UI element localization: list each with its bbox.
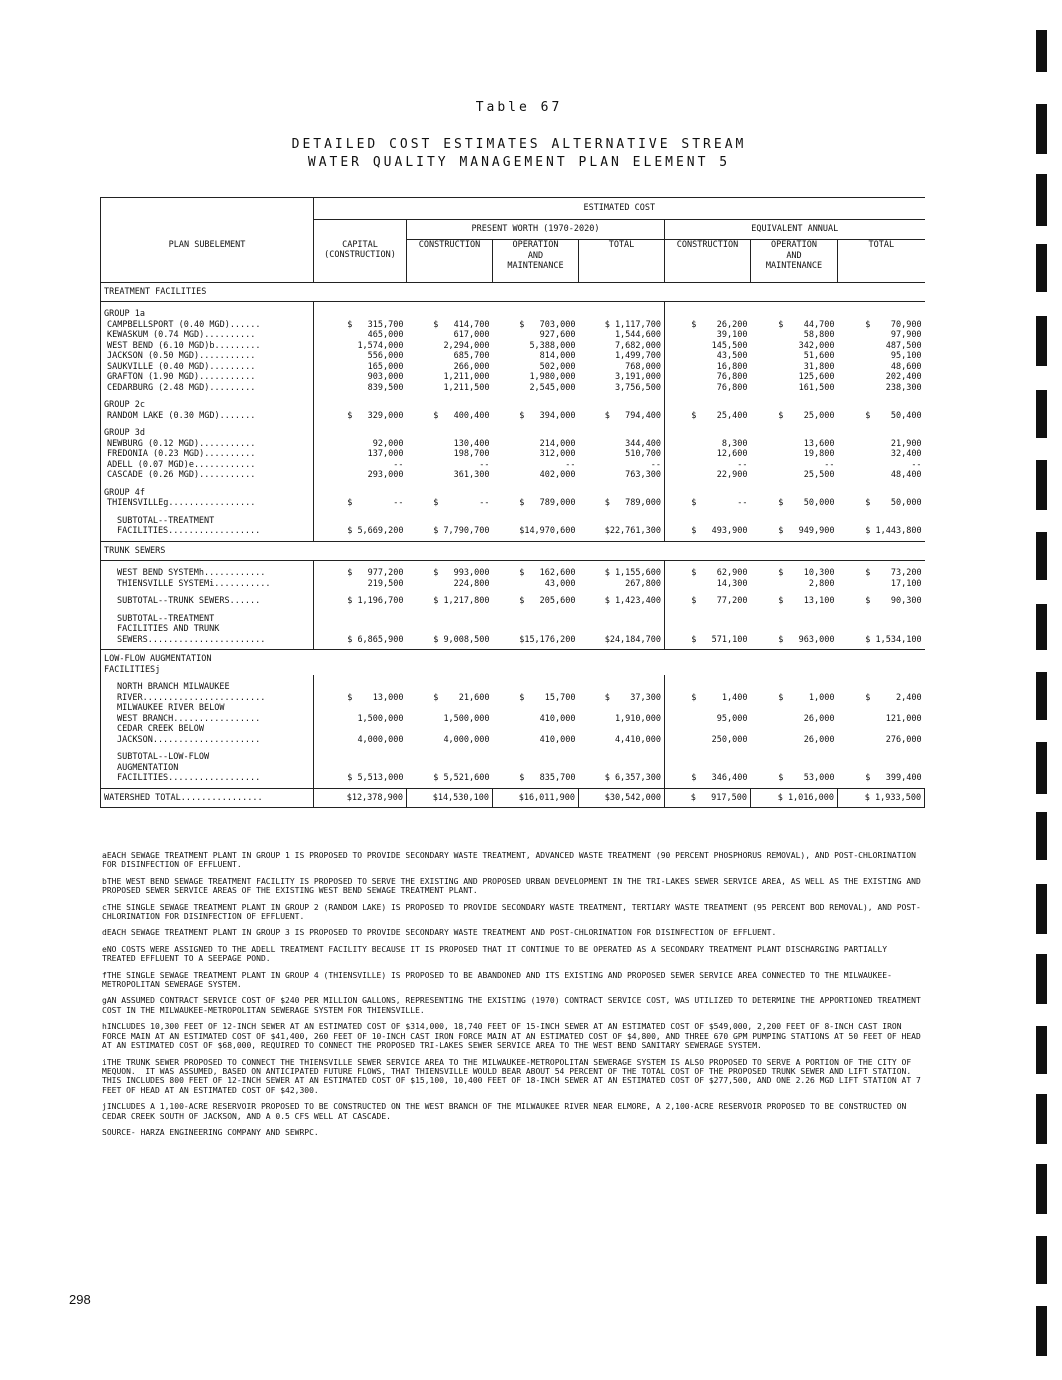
cell-pw-construction: 130,400 bbox=[453, 438, 490, 449]
cell-ea-om: 13,600 bbox=[803, 438, 835, 449]
group-row bbox=[101, 488, 925, 499]
cell-pw-om: 814,000 bbox=[539, 351, 576, 361]
scan-edge-mark bbox=[1036, 954, 1047, 1004]
scan-edge-mark bbox=[1036, 532, 1047, 580]
subtotal-label: FACILITIES.................. bbox=[101, 526, 314, 541]
section-label: FACILITIESj bbox=[101, 665, 314, 676]
cell-capital: 465,000 bbox=[314, 330, 407, 341]
cell-ea-construction: $ 1,400 bbox=[665, 693, 751, 704]
cell-ea-om: $ 10,300 bbox=[778, 568, 835, 578]
subtotal-label: SUBTOTAL--TREATMENT bbox=[101, 516, 314, 527]
section-label: TRUNK SEWERS bbox=[101, 541, 314, 561]
table-row bbox=[101, 470, 925, 481]
footnote-b: bTHE WEST BEND SEWAGE TREATMENT FACILITY IS PROPOSED TO SERVE THE EXISTING AND PROPOSED URBAN DEVELOPMENT IN THE TRI-LAKES SEWER SERVICE AREA, AS WELL AS THE EXISTING AND PROPOSED SEWER SERVICE AREAS OF THE EXISTING WEST BEND SEWAGE TREATMENT PLANT. bbox=[102, 876, 926, 896]
cell-ea-construction: $ 25,400 bbox=[665, 411, 751, 422]
cell-pw-om: 402,000 bbox=[539, 470, 576, 480]
cell-pw-construction: 685,700 bbox=[453, 351, 490, 361]
cell-ea-construction: 145,500 bbox=[665, 341, 751, 352]
cell-pw-om: 410,000 bbox=[539, 713, 576, 724]
table-row bbox=[101, 351, 925, 362]
cell-pw-total: 1,544,600 bbox=[614, 330, 661, 340]
cell-pw-construction: 2,294,000 bbox=[443, 340, 490, 351]
cell-capital: 4,000,000 bbox=[314, 735, 407, 746]
cell-capital: 839,500 bbox=[314, 383, 407, 394]
cell-pw-construction: 1,211,000 bbox=[443, 372, 490, 382]
cell-ea-construction: 16,800 bbox=[665, 362, 751, 373]
scan-edge-mark bbox=[1036, 104, 1047, 154]
cell-ea-om: $ 1,016,000 bbox=[751, 788, 838, 808]
cell-ea-total: 32,400 bbox=[890, 449, 922, 459]
scan-edge-mark bbox=[1036, 390, 1047, 438]
scan-edge-mark bbox=[1036, 30, 1047, 72]
cell-ea-om: $ 25,000 bbox=[778, 410, 835, 421]
cell-capital: $ 5,669,200 bbox=[314, 526, 407, 541]
cell-ea-total: $ 90,300 bbox=[865, 596, 922, 606]
cell-ea-total: $ 1,933,500 bbox=[838, 788, 925, 808]
cell-pw-total: $ 1,423,400 bbox=[604, 596, 661, 606]
row-label: FREDONIA (0.23 MGD).......... bbox=[101, 449, 314, 460]
page-number: 298 bbox=[69, 1292, 91, 1307]
header-blank bbox=[101, 220, 314, 240]
cell-ea-construction: 95,000 bbox=[665, 714, 751, 725]
section-label: TREATMENT FACILITIES bbox=[101, 282, 314, 302]
cell-capital: 1,574,000 bbox=[314, 341, 407, 352]
table-row bbox=[101, 498, 925, 509]
cell-pw-total: 4,410,000 bbox=[614, 734, 661, 745]
cell-ea-construction: $ 77,200 bbox=[665, 596, 751, 607]
cell-pw-construction: 266,000 bbox=[453, 361, 490, 372]
row-label: WEST BEND (6.10 MGD)b......... bbox=[101, 341, 314, 352]
cell-capital: 92,000 bbox=[314, 439, 407, 450]
header-operation-maintenance: OPERATION AND MAINTENANCE bbox=[751, 240, 838, 283]
row-label: JACKSON..................... bbox=[101, 735, 314, 746]
table-title-line2: WATER QUALITY MANAGEMENT PLAN ELEMENT 5 bbox=[307, 155, 731, 170]
header-total: TOTAL bbox=[838, 240, 925, 283]
cell-pw-construction: $ 993,000 bbox=[433, 568, 490, 578]
header-construction: CONSTRUCTION bbox=[665, 240, 751, 283]
subtotal-label: SEWERS....................... bbox=[101, 635, 314, 650]
group-label: GROUP 2c bbox=[101, 400, 314, 411]
group-row bbox=[101, 400, 925, 411]
cell-capital: $ 1,196,700 bbox=[314, 596, 407, 607]
cell-ea-construction: 14,300 bbox=[665, 579, 751, 590]
cell-ea-construction: 12,600 bbox=[665, 449, 751, 460]
subtotal-label: SUBTOTAL--TREATMENT bbox=[101, 614, 314, 625]
cell-pw-om: 502,000 bbox=[539, 361, 576, 372]
cell-pw-om: $ 394,000 bbox=[519, 410, 576, 421]
cell-capital: -- bbox=[314, 460, 407, 471]
footnote-j: jINCLUDES A 1,100-ACRE RESERVOIR PROPOSED TO BE CONSTRUCTED ON THE WEST BRANCH OF THE MILWAUKEE RIVER NEAR ELMORE, A 2,100-ACRE RESERVOIR PROPOSED TO BE CONSTRUCTED ON CEDAR CREEK SOUTH OF JACKSON, AND A 0.5 CFS WELL AT CASCADE. bbox=[102, 1102, 912, 1121]
cell-pw-total: 3,756,500 bbox=[614, 382, 661, 393]
cell-ea-om: 25,500 bbox=[803, 470, 835, 480]
table-row bbox=[101, 703, 925, 714]
cell-capital: 903,000 bbox=[314, 372, 407, 383]
cell-pw-construction: $ 7,790,700 bbox=[433, 526, 490, 536]
scan-edge-mark bbox=[1036, 316, 1047, 366]
footnote-h: hINCLUDES 10,300 FEET OF 12-INCH SEWER AT AN ESTIMATED COST OF $314,000, 18,740 FEET OF 15-INCH SEWER AT AN ESTIMATED COST OF $549,000, 2,200 FEET OF 8-INCH CAST IRON FORCE MAIN AT AN ESTIMATED COST OF $41,400, 260 FEET OF 10-INCH CAST IRON FORCE MAIN AT AN ESTIMATED COST OF $4,800, AND THREE 670 GPM PUMPING STATIONS AT 50 FEET OF HEAD AT AN ESTIMATED COST OF $68,000, REQUIRED TO CONNECT THE PROPOSED TRI-LAKES SEWER SERVICE AREA TO THE WEST BEND SANITARY SEWERAGE SYSTEM. bbox=[102, 1022, 926, 1051]
row-label: THIENSVILLE SYSTEMi........... bbox=[101, 579, 314, 590]
row-label: RIVER........................ bbox=[101, 693, 314, 704]
scan-edge-mark bbox=[1036, 812, 1047, 860]
footnote-e: eNO COSTS WERE ASSIGNED TO THE ADELL TREATMENT FACILITY BECAUSE IT IS PROPOSED THAT IT CONTINUE TO BE OPERATED AS A SECONDARY TREATMENT PLANT DISCHARGING PARTIALLY TREATED EFFLUENT TO A SEEPAGE POND. bbox=[102, 944, 892, 964]
cell-ea-construction: $ 493,900 bbox=[665, 526, 751, 541]
table-row bbox=[101, 362, 925, 373]
cell-pw-total: 1,910,000 bbox=[614, 713, 661, 724]
cell-pw-om: -- bbox=[565, 459, 576, 470]
table-row bbox=[101, 341, 925, 352]
section-row bbox=[101, 650, 925, 665]
cell-pw-total: $30,542,000 bbox=[579, 788, 665, 808]
cell-ea-construction: 76,800 bbox=[665, 372, 751, 383]
cell-pw-construction: $ 21,600 bbox=[433, 692, 490, 703]
cell-capital: $ 329,000 bbox=[314, 411, 407, 422]
cell-ea-om: 26,000 bbox=[803, 734, 835, 745]
cell-pw-om: 312,000 bbox=[539, 449, 576, 459]
source-note: SOURCE- HARZA ENGINEERING COMPANY AND SEWRPC. bbox=[102, 1127, 319, 1137]
scan-edge-mark bbox=[1036, 174, 1047, 226]
cell-pw-total: 763,300 bbox=[625, 470, 661, 480]
subtotal-label: SUBTOTAL--TRUNK SEWERS...... bbox=[101, 596, 314, 607]
subtotal-row bbox=[101, 526, 925, 541]
cell-ea-total: $ 50,000 bbox=[865, 498, 922, 508]
scan-edge-mark bbox=[1036, 1164, 1047, 1214]
cell-pw-construction: 1,211,500 bbox=[443, 382, 490, 393]
table-row bbox=[101, 568, 925, 579]
cell-pw-construction: 198,700 bbox=[453, 449, 490, 459]
section-row bbox=[101, 282, 925, 302]
table-row bbox=[101, 320, 925, 331]
cell-capital: 556,000 bbox=[314, 351, 407, 362]
subtotal-row bbox=[101, 635, 925, 650]
cell-ea-construction: $ 917,500 bbox=[665, 788, 751, 808]
cell-pw-total: 7,682,000 bbox=[614, 340, 661, 351]
row-label: CAMPBELLSPORT (0.40 MGD)...... bbox=[101, 320, 314, 331]
cell-ea-total: 48,600 bbox=[890, 361, 922, 372]
cell-pw-total: 768,000 bbox=[625, 361, 661, 372]
row-label: NEWBURG (0.12 MGD)........... bbox=[101, 439, 314, 450]
cell-ea-om: $ 44,700 bbox=[778, 319, 835, 330]
subtotal-label: SUBTOTAL--LOW-FLOW bbox=[101, 752, 314, 763]
cell-pw-construction: 1,500,000 bbox=[443, 713, 490, 724]
cell-ea-construction: 76,800 bbox=[665, 383, 751, 394]
row-label: WEST BEND SYSTEMh............ bbox=[101, 568, 314, 579]
table-row bbox=[101, 383, 925, 394]
header-present-worth: PRESENT WORTH (1970-2020) bbox=[407, 220, 665, 240]
header-construction: CONSTRUCTION bbox=[407, 240, 493, 283]
subtotal-row bbox=[101, 624, 925, 635]
header-operation-maintenance: OPERATION AND MAINTENANCE bbox=[493, 240, 579, 283]
total-row bbox=[101, 788, 925, 808]
cell-capital: $ -- bbox=[314, 498, 407, 509]
cell-ea-total: 48,400 bbox=[890, 470, 922, 480]
scan-edge-mark bbox=[1036, 1306, 1047, 1356]
cell-ea-construction: 22,900 bbox=[665, 470, 751, 481]
subtotal-row bbox=[101, 516, 925, 527]
table-row bbox=[101, 449, 925, 460]
row-label: ADELL (0.07 MGD)e............ bbox=[101, 460, 314, 471]
cell-pw-om: $ 789,000 bbox=[519, 498, 576, 508]
footnote-a: aEACH SEWAGE TREATMENT PLANT IN GROUP 1 IS PROPOSED TO PROVIDE SECONDARY WASTE TREATMENT, ADVANCED WASTE TREATMENT (90 PERCENT PHOSPHORUS REMOVAL), AND POST-CHLORINATION FOR DISINFECTION OF EFFLUENT. bbox=[102, 851, 921, 870]
cell-pw-construction: $ 414,700 bbox=[433, 319, 490, 330]
cell-pw-total: $22,761,300 bbox=[604, 526, 661, 536]
group-label: GROUP 3d bbox=[101, 428, 314, 439]
cell-ea-total: 487,500 bbox=[885, 340, 922, 351]
table-row bbox=[101, 330, 925, 341]
cell-ea-om: 19,800 bbox=[803, 449, 835, 459]
cell-pw-total: 1,499,700 bbox=[614, 351, 661, 361]
subtotal-row bbox=[101, 614, 925, 625]
row-label: JACKSON (0.50 MGD)........... bbox=[101, 351, 314, 362]
table-row bbox=[101, 372, 925, 383]
cell-ea-total: 17,100 bbox=[890, 578, 922, 589]
cell-capital: $ 977,200 bbox=[314, 568, 407, 579]
cell-pw-total: 267,800 bbox=[625, 578, 661, 589]
cell-ea-total: $ 399,400 bbox=[865, 773, 922, 783]
cell-capital: 219,500 bbox=[314, 579, 407, 590]
cell-capital: $ 13,000 bbox=[314, 693, 407, 704]
cell-ea-total: $ 1,443,800 bbox=[865, 526, 922, 536]
cell-capital: 1,500,000 bbox=[314, 714, 407, 725]
table-row bbox=[101, 714, 925, 725]
cell-ea-om: 51,600 bbox=[803, 351, 835, 361]
cell-pw-construction: $14,530,100 bbox=[407, 788, 493, 808]
cell-capital: $ 5,513,000 bbox=[314, 773, 407, 788]
cell-ea-total: 21,900 bbox=[890, 438, 922, 449]
cell-pw-om: $ 15,700 bbox=[519, 692, 576, 703]
subtotal-row bbox=[101, 752, 925, 763]
cell-capital: $ 315,700 bbox=[314, 320, 407, 331]
table-row bbox=[101, 439, 925, 450]
table-row bbox=[101, 460, 925, 471]
cell-pw-construction: $ 5,521,600 bbox=[433, 773, 490, 783]
cell-pw-total: 510,700 bbox=[625, 449, 661, 459]
cell-ea-om: $ 13,100 bbox=[778, 596, 835, 606]
scan-edge-mark bbox=[1036, 672, 1047, 720]
cell-pw-construction: $ 1,217,800 bbox=[433, 596, 490, 606]
cell-ea-total: 238,300 bbox=[885, 382, 922, 393]
cell-pw-total: $24,184,700 bbox=[604, 634, 661, 645]
header-blank bbox=[314, 220, 407, 240]
table-row bbox=[101, 693, 925, 704]
cell-pw-construction: 617,000 bbox=[453, 330, 490, 340]
cell-capital: 165,000 bbox=[314, 362, 407, 373]
cell-ea-om: $ 963,000 bbox=[778, 634, 835, 645]
cell-capital: $12,378,900 bbox=[314, 788, 407, 808]
cell-pw-om: 43,000 bbox=[544, 578, 576, 589]
group-label: GROUP 4f bbox=[101, 488, 314, 499]
cell-ea-construction: -- bbox=[665, 460, 751, 471]
table-number: Table 67 bbox=[475, 100, 563, 115]
subtotal-row bbox=[101, 773, 925, 788]
subtotal-label: AUGMENTATION bbox=[101, 763, 314, 774]
cell-pw-construction: 361,300 bbox=[453, 470, 490, 480]
cell-ea-om: -- bbox=[824, 459, 835, 470]
group-row bbox=[101, 428, 925, 439]
cell-pw-construction: $ -- bbox=[433, 498, 490, 508]
cell-pw-total: $ 37,300 bbox=[604, 692, 661, 703]
subtotal-row bbox=[101, 763, 925, 774]
cell-capital: $ 6,865,900 bbox=[314, 635, 407, 650]
footnote-g: gAN ASSUMED CONTRACT SERVICE COST OF $240 PER MILLION GALLONS, REPRESENTING THE EXISTING (1970) CONTRACT SERVICE COST, WAS UTILIZED TO DETERMINE THE APPORTIONED TREATMENT COST IN THE MILWAUKEE-METROPOLITAN SEWERAGE SYSTEM FOR THIENSVILLE. bbox=[102, 996, 926, 1015]
cell-ea-construction: $ 346,400 bbox=[665, 773, 751, 788]
cell-pw-total: $ 1,155,600 bbox=[604, 568, 661, 578]
cell-pw-om: $ 835,700 bbox=[519, 773, 576, 783]
scan-edge-mark bbox=[1036, 884, 1047, 934]
table-row bbox=[101, 411, 925, 422]
cell-pw-om: $16,011,900 bbox=[493, 788, 579, 808]
header-blank bbox=[101, 198, 314, 220]
footnote-f: fTHE SINGLE SEWAGE TREATMENT PLANT IN GROUP 4 (THIENSVILLE) IS PROPOSED TO BE ABANDONED AND ITS EXISTING AND PROPOSED SEWER SERVICE AREA CONNECTED TO THE MILWAUKEE-METROPOLITAN SEWERAGE SYSTEM. bbox=[102, 970, 892, 990]
row-label: MILWAUKEE RIVER BELOW bbox=[101, 703, 314, 714]
scan-edge-mark bbox=[1036, 460, 1047, 510]
cell-ea-om: $ 50,000 bbox=[778, 498, 835, 508]
total-label: WATERSHED TOTAL................ bbox=[101, 788, 314, 808]
cell-ea-construction: 39,100 bbox=[665, 330, 751, 341]
cost-estimate-table bbox=[100, 197, 925, 808]
cell-pw-om: $14,970,600 bbox=[519, 526, 576, 536]
header-equivalent-annual: EQUIVALENT ANNUAL bbox=[665, 220, 925, 240]
cell-ea-om: 125,600 bbox=[798, 372, 835, 382]
cell-pw-om: 214,000 bbox=[539, 438, 576, 449]
section-label: LOW-FLOW AUGMENTATION bbox=[101, 650, 314, 665]
row-label: SAUKVILLE (0.40 MGD)......... bbox=[101, 362, 314, 373]
group-label: GROUP 1a bbox=[101, 309, 314, 320]
table-title-line1: DETAILED COST ESTIMATES ALTERNATIVE STREAM bbox=[291, 137, 747, 152]
cell-ea-total: 97,900 bbox=[890, 330, 922, 340]
cell-ea-om: 2,800 bbox=[808, 578, 835, 589]
row-label: RANDOM LAKE (0.30 MGD)....... bbox=[101, 411, 314, 422]
cell-pw-om: $ 703,000 bbox=[519, 319, 576, 330]
cell-pw-om: $ 205,600 bbox=[519, 596, 576, 606]
cell-ea-om: $ 949,900 bbox=[778, 526, 835, 536]
cell-pw-om: $ 162,600 bbox=[519, 568, 576, 578]
cell-pw-om: 1,980,000 bbox=[529, 372, 576, 382]
row-label: CASCADE (0.26 MGD)........... bbox=[101, 470, 314, 481]
cell-pw-om: $15,176,200 bbox=[519, 634, 576, 645]
footnote-d: dEACH SEWAGE TREATMENT PLANT IN GROUP 3 IS PROPOSED TO PROVIDE SECONDARY WASTE TREATMENT AND POST-CHLORINATION FOR DISINFECTION OF EFFLUENT. bbox=[102, 928, 777, 938]
cell-pw-construction: -- bbox=[479, 459, 490, 470]
cell-pw-total: 344,400 bbox=[625, 438, 661, 449]
header-total: TOTAL bbox=[579, 240, 665, 283]
cell-pw-total: $ 6,357,300 bbox=[604, 773, 661, 783]
cell-ea-om: $ 1,000 bbox=[778, 692, 835, 703]
cell-pw-construction: 4,000,000 bbox=[443, 734, 490, 745]
cell-pw-om: 410,000 bbox=[539, 734, 576, 745]
scan-edge-mark bbox=[1036, 244, 1047, 292]
subtotal-label: FACILITIES.................. bbox=[101, 773, 314, 788]
group-row bbox=[101, 309, 925, 320]
cell-ea-om: 26,000 bbox=[803, 713, 835, 724]
cell-ea-construction: $ -- bbox=[665, 498, 751, 509]
footnote-c: cTHE SINGLE SEWAGE TREATMENT PLANT IN GROUP 2 (RANDOM LAKE) IS PROPOSED TO PROVIDE SECONDARY WASTE TREATMENT, TERTIARY WASTE TREATMENT (95 PERCENT BOD REMOVAL), AND POST-CHLORINATION FOR DISINFECTION OF EFFLUENT. bbox=[102, 902, 921, 922]
scan-edge-mark bbox=[1036, 742, 1047, 794]
header-estimated-cost: ESTIMATED COST bbox=[314, 198, 925, 220]
cell-pw-total: -- bbox=[650, 459, 661, 470]
scan-edge-mark bbox=[1036, 1094, 1047, 1144]
cell-ea-construction: 43,500 bbox=[665, 351, 751, 362]
cell-ea-construction: 8,300 bbox=[665, 439, 751, 450]
cell-ea-construction: $ 62,900 bbox=[665, 568, 751, 579]
cell-ea-total: $ 50,400 bbox=[865, 410, 922, 421]
cell-pw-construction: 224,800 bbox=[453, 578, 490, 589]
table-row bbox=[101, 682, 925, 693]
cell-ea-construction: $ 26,200 bbox=[665, 320, 751, 331]
cell-ea-construction: 250,000 bbox=[665, 735, 751, 746]
footnotes bbox=[102, 851, 924, 1137]
header-capital: CAPITAL (CONSTRUCTION) bbox=[314, 240, 407, 283]
table-row bbox=[101, 724, 925, 735]
cell-pw-total: $ 794,400 bbox=[604, 410, 661, 421]
subtotal-label: FACILITIES AND TRUNK bbox=[101, 624, 314, 635]
cell-ea-om: 31,800 bbox=[803, 361, 835, 372]
cell-pw-construction: $ 400,400 bbox=[433, 410, 490, 421]
cell-ea-total: 95,100 bbox=[890, 351, 922, 361]
cell-ea-om: $ 53,000 bbox=[778, 773, 835, 783]
cell-ea-total: $ 73,200 bbox=[865, 568, 922, 578]
cell-pw-total: $ 789,000 bbox=[604, 498, 661, 508]
row-label: CEDAR CREEK BELOW bbox=[101, 724, 314, 735]
row-label: NORTH BRANCH MILWAUKEE bbox=[101, 682, 314, 693]
cell-pw-total: $ 1,117,700 bbox=[604, 319, 661, 330]
cell-pw-om: 927,600 bbox=[539, 330, 576, 340]
cell-capital: 137,000 bbox=[314, 449, 407, 460]
footnote-i: iTHE TRUNK SEWER PROPOSED TO CONNECT THE THIENSVILLE SEWER SERVICE AREA TO THE MILWAUKEE-METROPOLITAN SEWERAGE SYSTEM IS ALSO PROPOSED TO SERVE A PORTION OF THE CITY OF MEQUON. IT WAS ASSUMED, BASED ON ANTICIPATED FUTURE FLOWS, THAT THIENSVILLE WOULD BEAR ABOUT 54 PERCENT OF THE TOTAL COST OF THE PROPOSED TRUNK SEWER AND LIFT STATION. THIS INCLUDES 800 FEET OF 12-INCH SEWER AT AN ESTIMATED COST OF $15,100, 10,400 FEET OF 18-INCH SEWER AT AN ESTIMATED COST OF $277,500, AND ONE 2.26 MGD LIFT STATION AT 7 FEET OF HEAD AT AN ESTIMATED COST OF $42,300. bbox=[102, 1057, 926, 1095]
cell-ea-total: -- bbox=[911, 459, 922, 470]
cell-ea-om: 58,800 bbox=[803, 330, 835, 340]
row-label: THIENSVILLEg................. bbox=[101, 498, 314, 509]
cell-ea-om: 342,000 bbox=[798, 340, 835, 351]
table-row bbox=[101, 735, 925, 746]
cell-ea-total: 202,400 bbox=[885, 372, 922, 382]
cell-ea-construction: $ 571,100 bbox=[665, 635, 751, 650]
section-row bbox=[101, 665, 925, 676]
cell-ea-total: 276,000 bbox=[885, 734, 922, 745]
cell-pw-om: 2,545,000 bbox=[529, 382, 576, 393]
subtotal-row bbox=[101, 596, 925, 607]
scan-edge-mark bbox=[1036, 604, 1047, 650]
row-label: GRAFTON (1.90 MGD)........... bbox=[101, 372, 314, 383]
scan-edge-mark bbox=[1036, 1236, 1047, 1284]
cell-pw-total: 3,191,000 bbox=[614, 372, 661, 382]
cell-ea-om: 161,500 bbox=[798, 382, 835, 393]
cell-ea-total: $ 70,900 bbox=[865, 319, 922, 330]
row-label: CEDARBURG (2.48 MGD)......... bbox=[101, 383, 314, 394]
cell-pw-construction: $ 9,008,500 bbox=[433, 634, 490, 645]
scan-edge-mark bbox=[1036, 1026, 1047, 1074]
cell-pw-om: 5,388,000 bbox=[529, 340, 576, 351]
cell-ea-total: 121,000 bbox=[885, 713, 922, 724]
header-plan-subelement: PLAN SUBELEMENT bbox=[101, 240, 314, 283]
section-row bbox=[101, 541, 925, 561]
cell-capital: 293,000 bbox=[314, 470, 407, 481]
table-row bbox=[101, 579, 925, 590]
row-label: WEST BRANCH................. bbox=[101, 714, 314, 725]
row-label: KEWASKUM (0.74 MGD).......... bbox=[101, 330, 314, 341]
cell-ea-total: $ 2,400 bbox=[865, 692, 922, 703]
cell-ea-total: $ 1,534,100 bbox=[865, 634, 922, 645]
